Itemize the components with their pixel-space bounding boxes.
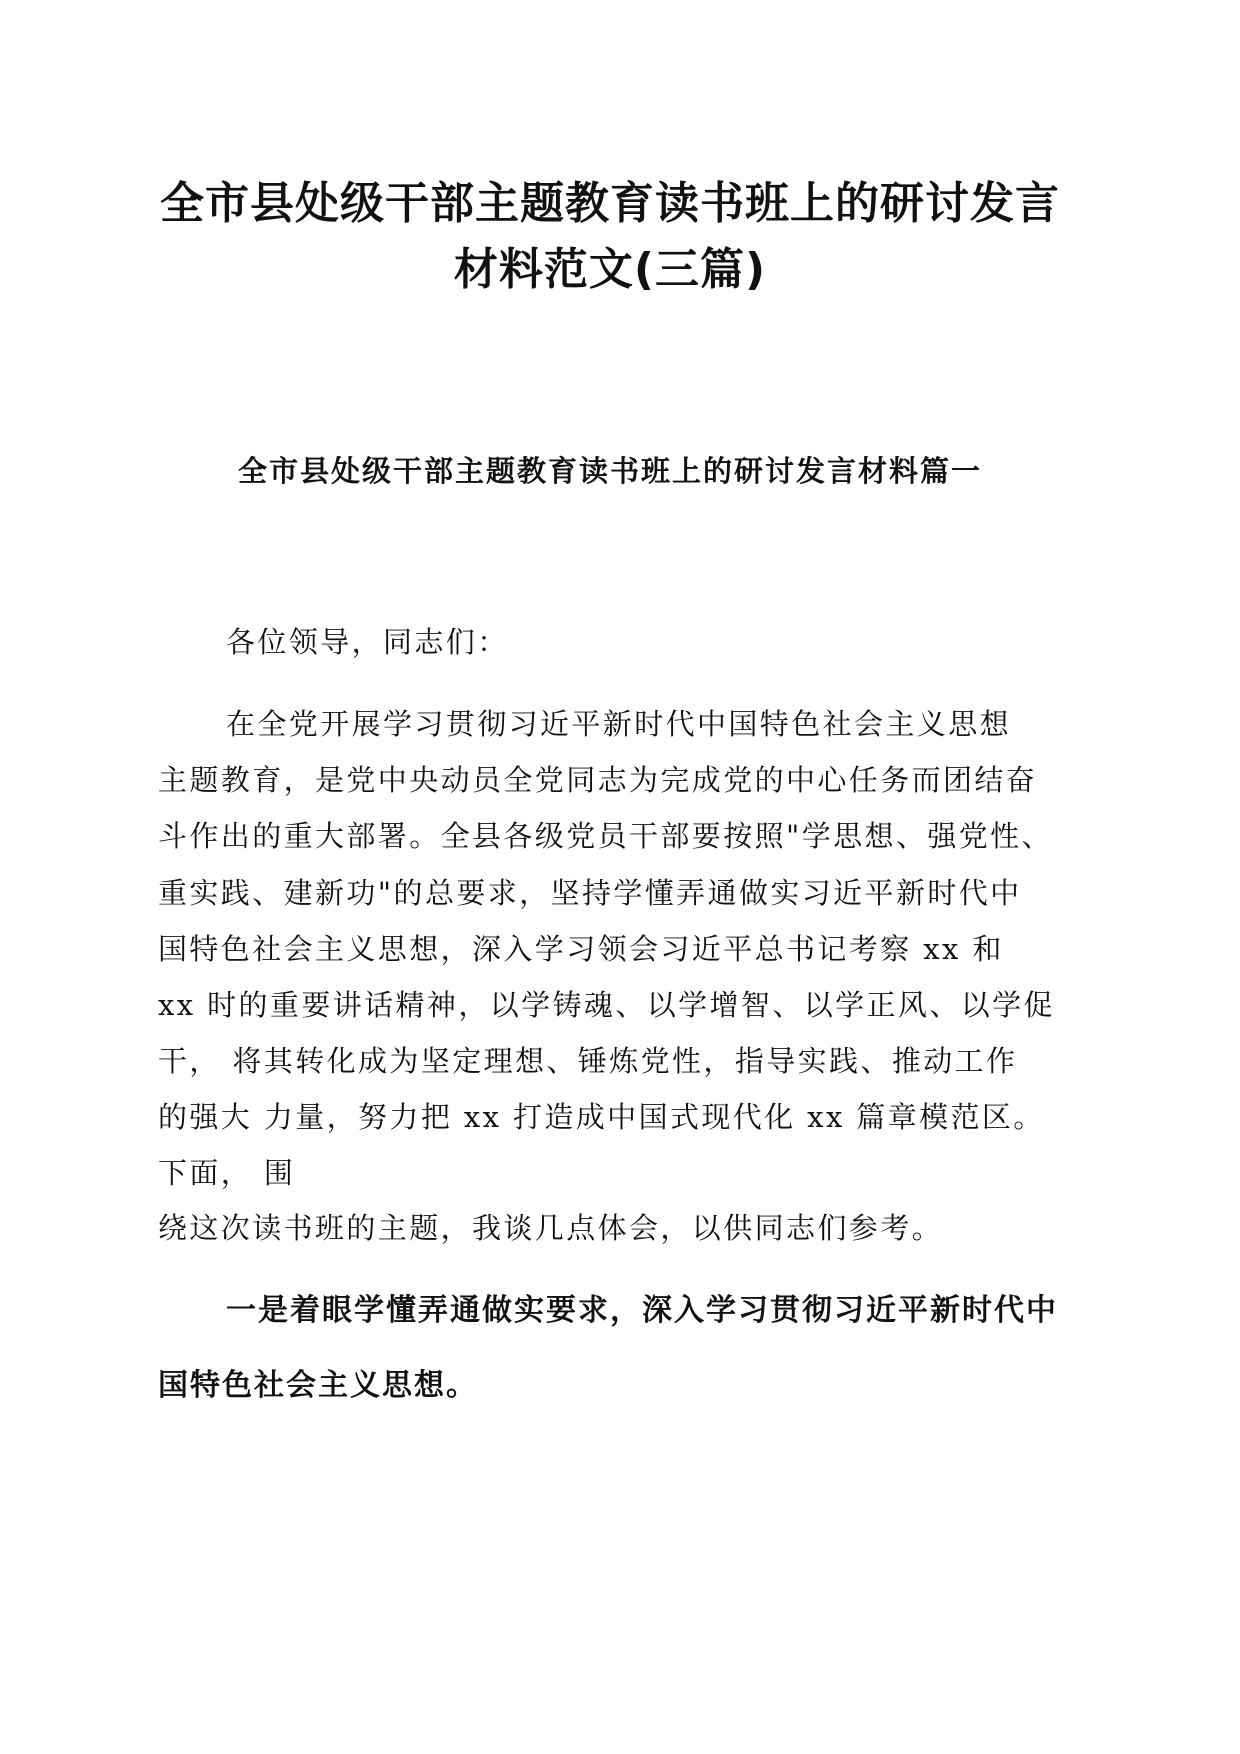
paragraph-line-4: 重实践、建新功"的总要求，坚持学懂弄通做实习近平新时代中 — [158, 876, 1022, 910]
document-title-line-1: 全市县处级干部主题教育读书班上的研讨发言 — [160, 178, 1060, 229]
section-title: 全市县处级干部主题教育读书班上的研讨发言材料篇一 — [237, 454, 982, 488]
paragraph-line-5: 国特色社会主义思想，深入学习领会习近平总书记考察 xx 和 — [158, 932, 1004, 966]
paragraph-line-6: xx 时的重要讲话精神，以学铸魂、以学增智、以学正风、以学促 — [158, 988, 1055, 1022]
paragraph-line-1: 在全党开展学习贯彻习近平新时代中国特色社会主义思想 — [226, 707, 1012, 741]
paragraph-line-8: 的强大 力量，努力把 xx 打造成中国式现代化 xx 篇章模范区。 — [158, 1100, 1045, 1134]
salutation: 各位领导，同志们： — [226, 625, 509, 659]
document-title-line-2: 材料范文(三篇) — [453, 244, 767, 295]
section-heading-line-1: 一是着眼学懂弄通做实要求，深入学习贯彻习近平新时代中 — [226, 1293, 1058, 1328]
paragraph-line-9: 下面， 围 — [158, 1156, 296, 1190]
paragraph-line-7: 干， 将其转化成为坚定理想、锤炼党性，指导实践、推动工作 — [158, 1044, 1018, 1078]
section-heading-line-2: 国特色社会主义思想。 — [158, 1368, 478, 1403]
paragraph-line-10: 绕这次读书班的主题，我谈几点体会，以供同志们参考。 — [158, 1211, 944, 1245]
paragraph-line-2: 主题教育，是党中央动员全党同志为完成党的中心任务而团结奋 — [158, 763, 1038, 797]
paragraph-line-3: 斗作出的重大部署。全县各级党员干部要按照"学思想、强党性、 — [158, 819, 1053, 853]
